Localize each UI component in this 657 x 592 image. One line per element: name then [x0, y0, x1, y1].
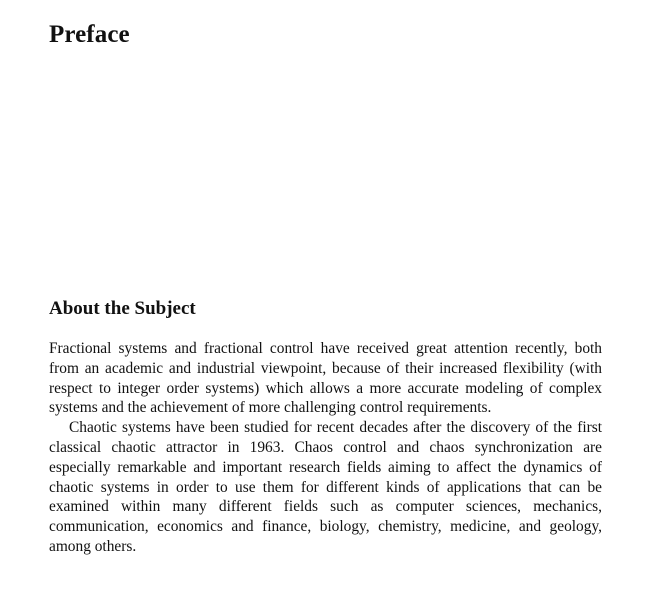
chapter-title: Preface	[49, 21, 130, 48]
section-body	[49, 339, 602, 557]
section-heading: About the Subject	[49, 298, 196, 319]
paragraph-chaotic-systems: Chaotic systems have been studied for recent decades after the discovery of the first classical chaotic attractor in 1963. Chaos control and chaos synchronization are especially remarkable and important research fields aiming to affect the dynamics of chaotic systems in order to use them for different kinds of applications that can be examined within many different fields such as computer sciences, mechanics, communication, economics and finance, biology, chemistry, medicine, and geology, among others.	[49, 419, 602, 555]
paragraph-fractional-systems: Fractional systems and fractional control have received great attention recently, both from an academic and industrial viewpoint, because of their increased flexibility (with respect to integer order systems) which allows a more accurate modeling of complex systems and the achievement of more challenging control requirements.	[49, 340, 602, 417]
